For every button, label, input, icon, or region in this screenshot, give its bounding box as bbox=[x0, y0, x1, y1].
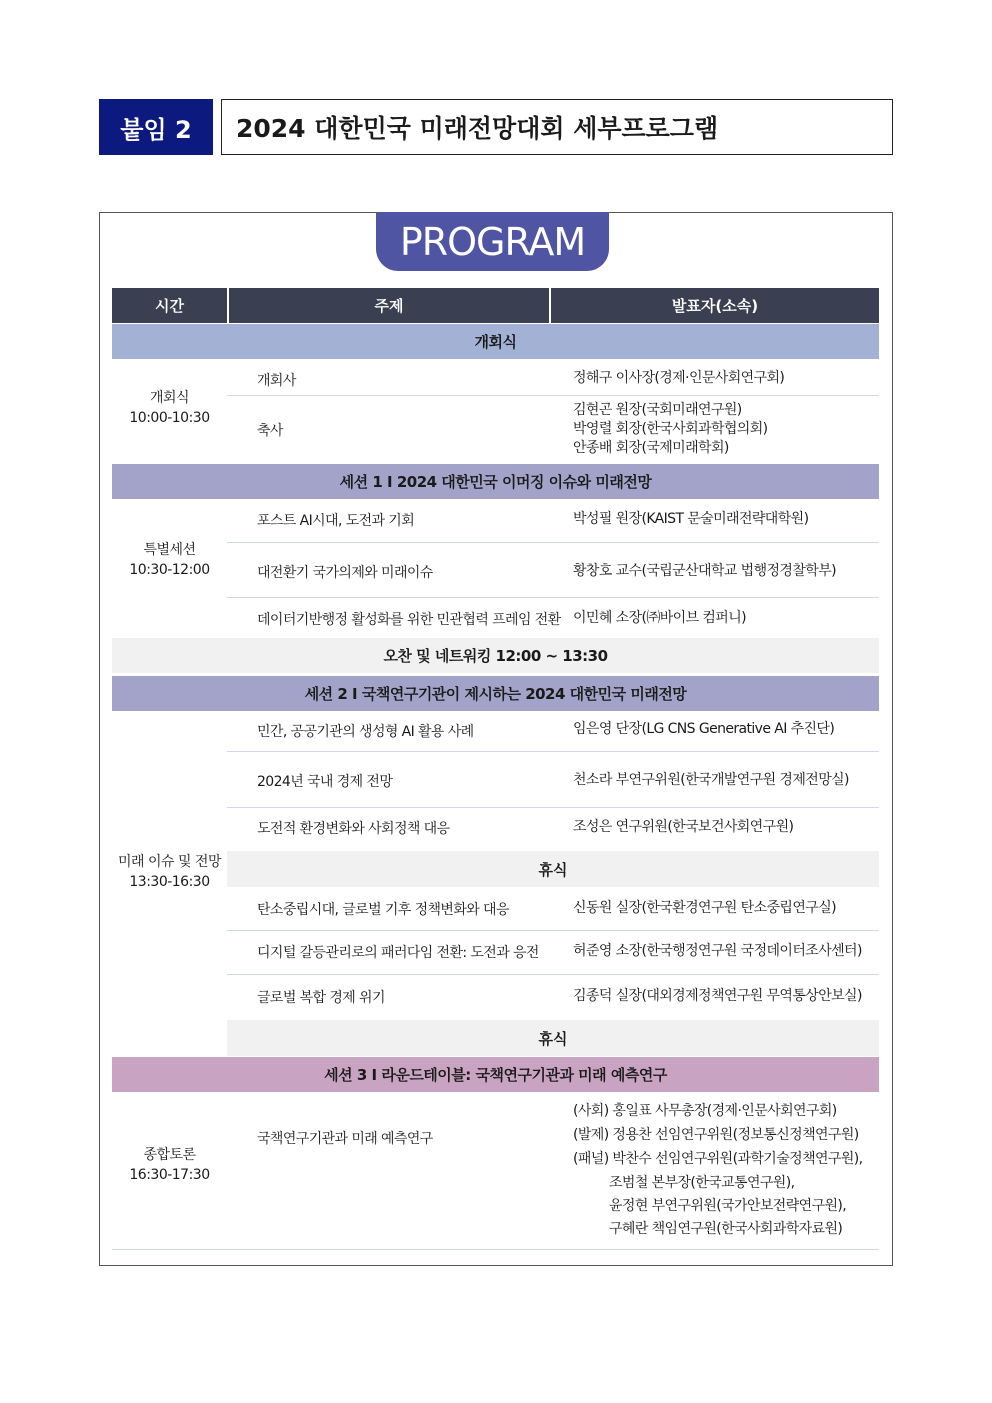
topic-cell: 도전적 환경변화와 사회정책 대응 bbox=[257, 821, 450, 837]
row-divider bbox=[227, 930, 879, 931]
row-divider bbox=[227, 974, 879, 975]
speaker-cell: 조범철 본부장(한국교통연구원), bbox=[609, 1175, 795, 1191]
time-range: 16:30-17:30 bbox=[129, 1167, 210, 1183]
speaker-cell: 신동원 실장(한국환경연구원 탄소중립연구실) bbox=[573, 900, 836, 916]
program-banner: PROGRAM bbox=[376, 212, 609, 271]
table-bottom-line bbox=[112, 1249, 879, 1250]
opening-time-cell bbox=[112, 388, 227, 428]
time-label: 종합토론 bbox=[143, 1147, 196, 1163]
session1-band: 세션 1 I 2024 대한민국 이머징 이슈와 미래전망 bbox=[112, 464, 879, 499]
topic-cell: 국책연구기관과 미래 예측연구 bbox=[257, 1131, 433, 1147]
break-row: 휴식 bbox=[227, 851, 879, 887]
time-label: 특별세션 bbox=[143, 542, 196, 558]
row-divider bbox=[227, 542, 879, 543]
row-divider bbox=[227, 597, 879, 598]
row-divider bbox=[227, 751, 879, 752]
topic-cell: 2024년 국내 경제 전망 bbox=[257, 774, 393, 790]
topic-cell: 민간, 공공기관의 생성형 AI 활용 사례 bbox=[257, 724, 474, 740]
speaker-cell: (발제) 정용찬 선임연구위원(정보통신정책연구원) bbox=[573, 1127, 859, 1143]
session3-time-cell bbox=[112, 1145, 227, 1185]
opening-band: 개회식 bbox=[112, 324, 879, 359]
appendix-badge: 붙임 2 bbox=[99, 99, 213, 155]
speaker-cell: 허준영 소장(한국행정연구원 국정데이터조사센터) bbox=[573, 943, 862, 959]
session3-band: 세션 3 I 라운드테이블: 국책연구기관과 미래 예측연구 bbox=[112, 1057, 879, 1092]
row-divider bbox=[227, 807, 879, 808]
topic-cell: 개회사 bbox=[257, 373, 296, 389]
time-label: 개회식 bbox=[149, 390, 190, 406]
time-label: 미래 이슈 및 전망 bbox=[117, 854, 222, 870]
document-title: 2024 대한민국 미래전망대회 세부프로그램 bbox=[221, 99, 893, 155]
topic-cell: 포스트 AI시대, 도전과 기회 bbox=[257, 513, 415, 529]
topic-cell: 축사 bbox=[257, 423, 283, 439]
speaker-cell: 박영렬 회장(한국사회과학협의회) bbox=[573, 421, 768, 437]
topic-cell: 글로벌 복합 경제 위기 bbox=[257, 990, 385, 1006]
session2-time-cell bbox=[112, 852, 227, 892]
time-range: 13:30-16:30 bbox=[129, 874, 210, 890]
speaker-cell: 박성필 원장(KAIST 문술미래전략대학원) bbox=[573, 511, 809, 527]
session2-band: 세션 2 I 국책연구기관이 제시하는 2024 대한민국 미래전망 bbox=[112, 676, 879, 711]
time-range: 10:30-12:00 bbox=[129, 562, 210, 578]
topic-cell: 디지털 갈등관리로의 패러다임 전환: 도전과 응전 bbox=[257, 945, 539, 961]
speaker-cell: 황창호 교수(국립군산대학교 법행정경찰학부) bbox=[573, 563, 836, 579]
session1-time-cell bbox=[112, 540, 227, 580]
speaker-cell: 김종덕 실장(대외경제정책연구원 무역통상안보실) bbox=[573, 988, 862, 1004]
topic-cell: 탄소중립시대, 글로벌 기후 정책변화와 대응 bbox=[257, 902, 509, 918]
column-header-speaker: 발표자(소속) bbox=[551, 288, 879, 323]
column-header-topic: 주제 bbox=[229, 288, 549, 323]
speaker-cell: 김현곤 원장(국회미래연구원) bbox=[573, 402, 742, 418]
speaker-cell: 구혜란 책임연구원(한국사회과학자료원) bbox=[609, 1221, 843, 1237]
column-header-time: 시간 bbox=[112, 288, 227, 323]
speaker-cell: (패널) 박찬수 선임연구위원(과학기술정책연구원), bbox=[573, 1151, 863, 1167]
break-row: 휴식 bbox=[227, 1020, 879, 1056]
speaker-cell: (사회) 홍일표 사무총장(경제·인문사회연구회) bbox=[573, 1103, 837, 1119]
speaker-cell: 천소라 부연구위원(한국개발연구원 경제전망실) bbox=[573, 772, 849, 788]
speaker-cell: 윤정현 부연구위원(국가안보전략연구원), bbox=[609, 1198, 847, 1214]
topic-cell: 대전환기 국가의제와 미래이슈 bbox=[257, 565, 433, 581]
speaker-cell: 이민혜 소장(㈜바이브 컴퍼니) bbox=[573, 610, 746, 626]
lunch-band: 오찬 및 네트워킹 12:00 ~ 13:30 bbox=[112, 638, 879, 673]
time-range: 10:00-10:30 bbox=[129, 410, 210, 426]
speaker-cell: 임은영 단장(LG CNS Generative AI 추진단) bbox=[573, 721, 835, 737]
topic-cell: 데이터기반행정 활성화를 위한 민관협력 프레임 전환 bbox=[257, 612, 561, 628]
speaker-cell: 조성은 연구위원(한국보건사회연구원) bbox=[573, 819, 794, 835]
speaker-cell: 안종배 회장(국제미래학회) bbox=[573, 440, 729, 456]
speaker-cell: 정해구 이사장(경제·인문사회연구회) bbox=[573, 370, 785, 386]
row-divider bbox=[227, 395, 879, 396]
